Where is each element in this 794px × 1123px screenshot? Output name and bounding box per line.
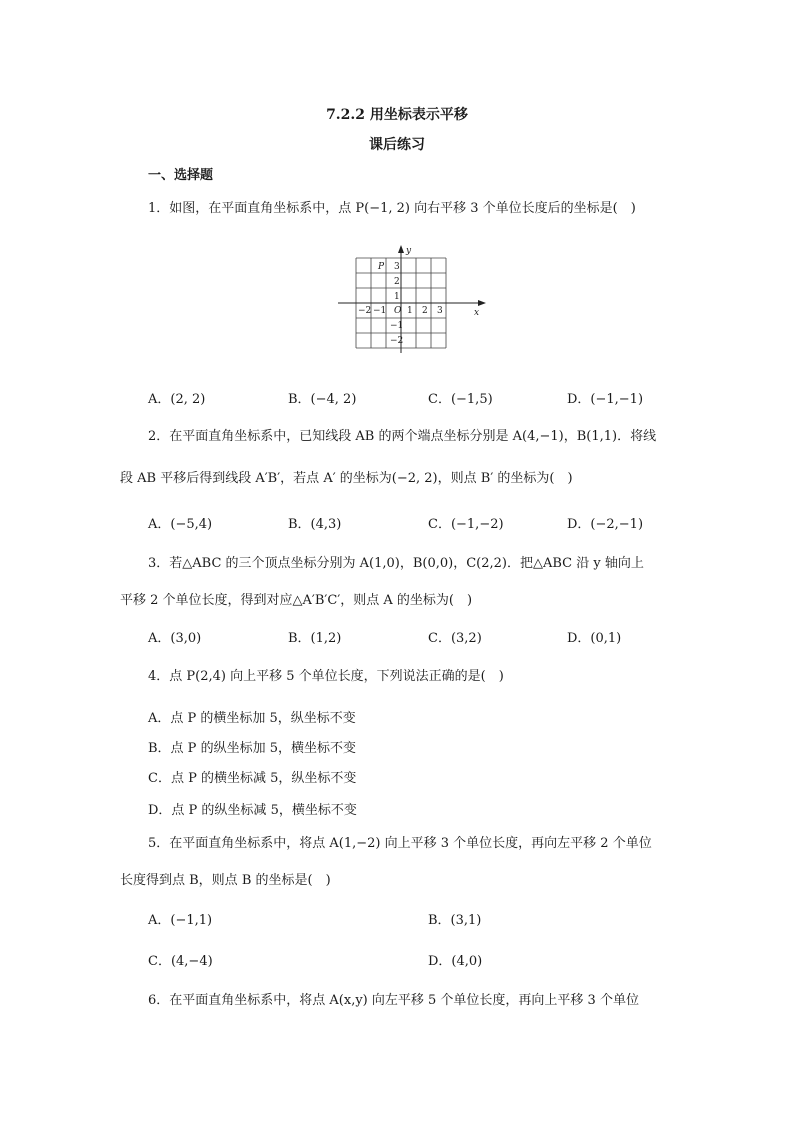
point-p-label: P xyxy=(378,262,385,272)
question-2-line-2: 段 AB 平移后得到线段 A′B′，若点 A′ 的坐标为(−2, 2)，则点 B′ 的坐标为( ) xyxy=(120,471,573,486)
q4-option-b: B．点 P 的纵坐标加 5，横坐标不变 xyxy=(148,741,356,756)
y-tick-label: −1 xyxy=(390,321,404,331)
q4-option-a: A．点 P 的横坐标加 5，纵坐标不变 xyxy=(148,711,356,726)
q4-option-c: C．点 P 的横坐标减 5，纵坐标不变 xyxy=(148,771,357,786)
q5-option-a: A．(−1,1) xyxy=(148,913,213,928)
q1-option-c: C．(−1,5) xyxy=(428,392,493,407)
y-tick-label: 3 xyxy=(394,262,400,272)
x-tick-label: 2 xyxy=(422,306,428,316)
q3-option-b: B．(1,2) xyxy=(288,631,342,646)
section-heading: 一、选择题 xyxy=(148,168,214,183)
y-tick-label: −2 xyxy=(390,336,404,346)
x-tick-label: −2 xyxy=(358,306,372,316)
x-axis-label: x xyxy=(474,308,480,318)
q1-option-d: D．(−1,−1) xyxy=(567,392,644,407)
q5-option-c: C．(4,−4) xyxy=(148,954,213,969)
y-axis-label: y xyxy=(406,246,412,256)
q5-option-d: D．(4,0) xyxy=(428,954,483,969)
q4-option-d: D．点 P 的纵坐标减 5，横坐标不变 xyxy=(148,803,357,818)
q2-option-d: D．(−2,−1) xyxy=(567,517,644,532)
question-2-line-1: 2．在平面直角坐标系中，已知线段 AB 的两个端点坐标分别是 A(4,−1)，B(1,1)．将线 xyxy=(148,429,657,444)
y-axis-arrow xyxy=(398,245,404,253)
q3-option-d: D．(0,1) xyxy=(567,631,622,646)
question-3-line-2: 平移 2 个单位长度，得到对应△A′B′C′，则点 A 的坐标为( ) xyxy=(120,593,473,608)
page-title: 7.2.2 用坐标表示平移 xyxy=(326,107,468,123)
q2-option-c: C．(−1,−2) xyxy=(428,517,504,532)
y-tick-label: 2 xyxy=(394,277,400,287)
question-1-text: 1．如图，在平面直角坐标系中，点 P(−1, 2) 向右平移 3 个单位长度后的坐标是( ) xyxy=(148,201,636,216)
question-5-line-1: 5．在平面直角坐标系中，将点 A(1,−2) 向上平移 3 个单位长度，再向左平移 2 个单位 xyxy=(148,836,652,851)
q3-option-a: A．(3,0) xyxy=(148,631,202,646)
x-tick-label: 3 xyxy=(437,306,443,316)
origin-label: O xyxy=(394,306,402,316)
coordinate-grid-svg xyxy=(334,243,490,355)
question-4-text: 4．点 P(2,4) 向上平移 5 个单位长度，下列说法正确的是( ) xyxy=(148,669,504,684)
x-tick-label: 1 xyxy=(407,306,413,316)
y-tick-label: 1 xyxy=(394,292,400,302)
page-subtitle: 课后练习 xyxy=(369,137,425,153)
q2-option-a: A．(−5,4) xyxy=(148,517,213,532)
question-3-line-1: 3．若△ABC 的三个顶点坐标分别为 A(1,0)，B(0,0)，C(2,2)．把△ABC 沿 y 轴向上 xyxy=(148,556,644,571)
q2-option-b: B．(4,3) xyxy=(288,517,342,532)
x-axis-arrow xyxy=(478,300,486,306)
q3-option-c: C．(3,2) xyxy=(428,631,482,646)
x-tick-label: −1 xyxy=(373,306,387,316)
q1-option-b: B．(−4, 2) xyxy=(288,392,357,407)
q5-option-b: B．(3,1) xyxy=(428,913,482,928)
coordinate-grid-figure xyxy=(334,243,490,355)
question-5-line-2: 长度得到点 B，则点 B 的坐标是( ) xyxy=(120,873,331,888)
q1-option-a: A．(2, 2) xyxy=(148,392,206,407)
question-6-line-1: 6．在平面直角坐标系中，将点 A(x,y) 向左平移 5 个单位长度，再向上平移 3 个单位 xyxy=(148,993,639,1008)
